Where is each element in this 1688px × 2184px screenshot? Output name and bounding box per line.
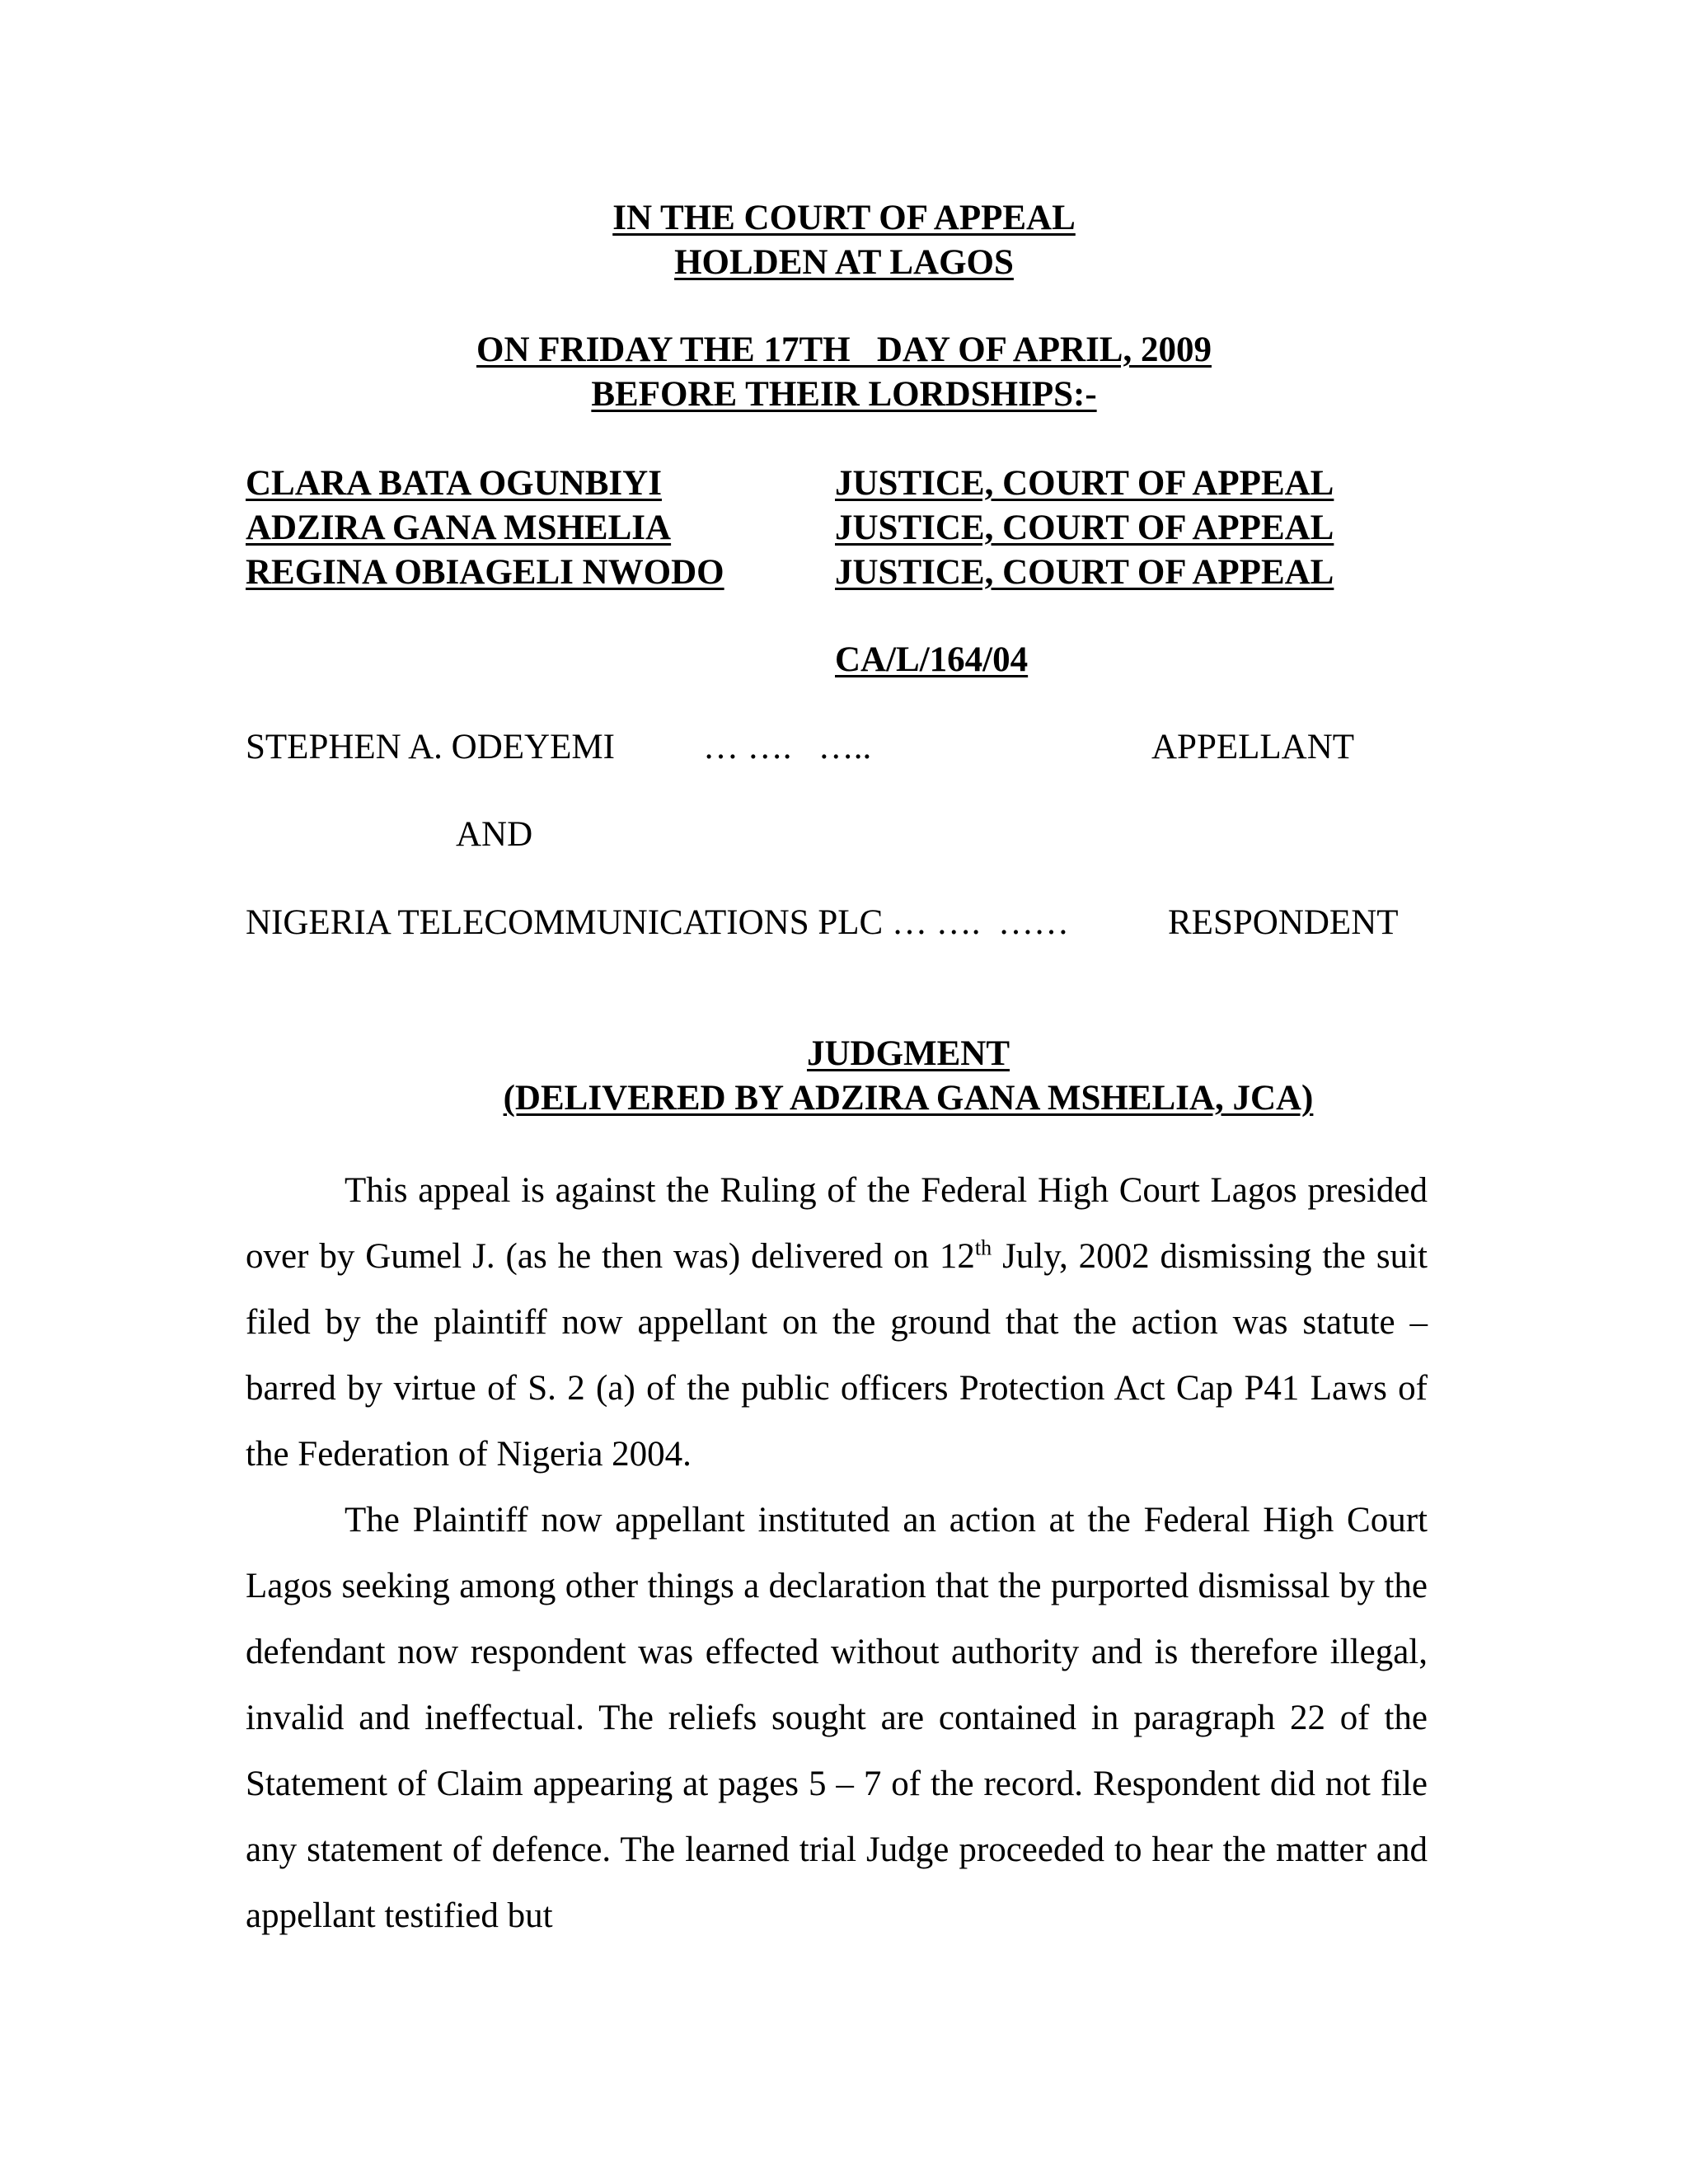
appellant-role: APPELLANT xyxy=(1151,728,1355,766)
justice-title: JUSTICE, COURT OF APPEAL xyxy=(835,553,1334,592)
justice-name: CLARA BATA OGUNBIYI xyxy=(246,464,662,503)
judgment-body xyxy=(246,1158,1428,1949)
judgment-title: JUDGMENT xyxy=(806,1034,1010,1073)
appellant-dots: … …. ….. xyxy=(703,728,872,766)
case-number: CA/L/164/04 xyxy=(835,640,1029,679)
court-heading: IN THE COURT OF APPEAL xyxy=(612,199,1076,237)
respondent-name: NIGERIA TELECOMMUNICATIONS PLC … …. …… xyxy=(246,903,1069,942)
appellant-name: STEPHEN A. ODEYEMI xyxy=(246,728,615,766)
ordinal-suffix: th xyxy=(974,1235,992,1260)
paragraph-2: The Plaintiff now appellant instituted an action at the Federal High Court Lagos seeking among other things a declaration that the purported dismissal by the defendant now respondent was effected without authority and is therefore illegal, invalid and ineffectual. The reliefs sought are contained in paragraph 22 of the Statement of Claim appearing at pages 5 – 7 of the record. Respondent did not file any statement of defence. The learned trial Judge proceeded to hear the matter and appellant testified but xyxy=(246,1501,1428,1935)
justice-name: REGINA OBIAGELI NWODO xyxy=(246,553,724,592)
before-lordships: BEFORE THEIR LORDSHIPS:- xyxy=(591,375,1097,414)
and-separator: AND xyxy=(456,815,533,854)
justice-name: ADZIRA GANA MSHELIA xyxy=(246,509,672,547)
paragraph-1: This appeal is against the Ruling of the Federal High Court Lagos presided over by Gumel J. (as he then was) delivered on 12th July, 2002 dismissing the suit filed by the plaintiff now appellant on the ground that the action was statute – barred by virtue of S. 2 (a) of the public officers Protection Act Cap P41 Laws of the Federation of Nigeria 2004. xyxy=(246,1171,1428,1474)
sitting-date: ON FRIDAY THE 17TH DAY OF APRIL, 2009 xyxy=(476,330,1212,369)
respondent-role: RESPONDENT xyxy=(1168,903,1399,942)
justice-title: JUSTICE, COURT OF APPEAL xyxy=(835,464,1334,503)
justice-title: JUSTICE, COURT OF APPEAL xyxy=(835,509,1334,547)
court-location: HOLDEN AT LAGOS xyxy=(674,243,1014,282)
delivered-by: (DELIVERED BY ADZIRA GANA MSHELIA, JCA) xyxy=(503,1079,1314,1118)
